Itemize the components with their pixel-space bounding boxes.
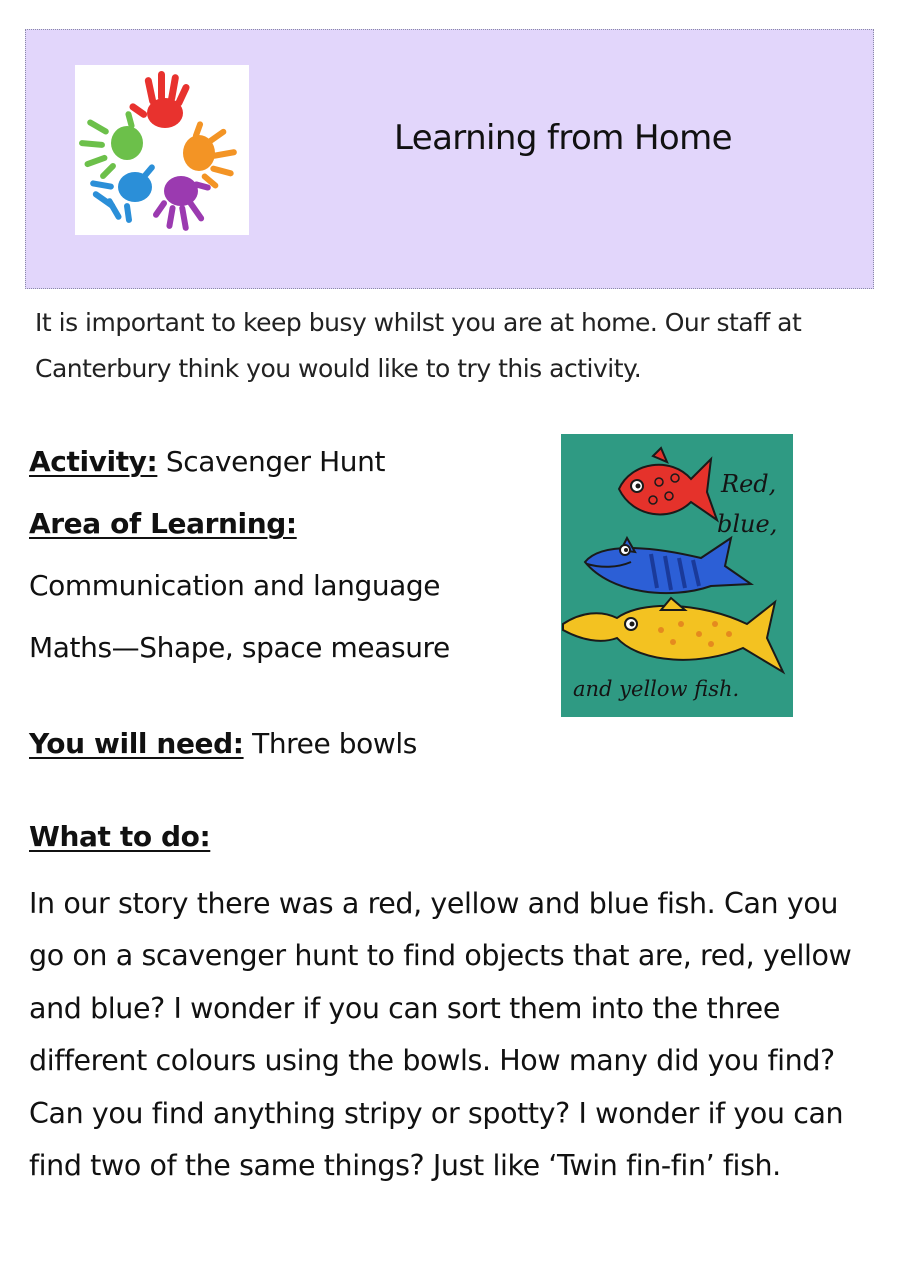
cover-title-line1: Red, [721,470,777,498]
area-of-learning-label: Area of Learning: [29,507,297,540]
page-title: Learning from Home [394,118,732,158]
handprints-logo [75,65,249,235]
red-fish-icon [619,448,717,520]
what-to-do-heading [29,820,210,853]
yellow-fish-icon [563,598,783,672]
book-cover-image [561,434,793,717]
cover-title-line2: blue, [717,510,778,538]
activity-label: Activity: [29,445,158,478]
what-to-do-text: In our story there was a red, yellow and blue fish. Can you go on a scavenger hunt to find objects that are, red, yellow and blue? I wonder if you can sort them into the three different colours using the bowls. How many did you find? Can you find anything stripy or spotty? I wonder if you can find two of the same things? Just like ‘Twin fin-fin’ fish. [29,887,852,1183]
activity-line [29,445,385,478]
blue-fish-icon [585,538,751,593]
you-will-need-line [29,727,417,760]
header-banner [25,29,874,289]
learning-area-item: Maths—Shape, space measure [29,631,450,664]
intro-paragraph: It is important to keep busy whilst you are at home. Our staff at Canterbury think you would like to try this activity. [35,308,802,383]
area-of-learning-heading [29,507,297,540]
what-to-do-label: What to do: [29,820,211,853]
cover-title-line3: and yellow fish. [573,677,740,701]
colorful-handprints-icon [75,65,249,235]
you-will-need-label: You will need: [29,727,244,760]
you-will-need-value: Three bowls [252,727,417,760]
activity-value: Scavenger Hunt [165,445,386,478]
learning-area-item: Communication and language [29,569,441,602]
